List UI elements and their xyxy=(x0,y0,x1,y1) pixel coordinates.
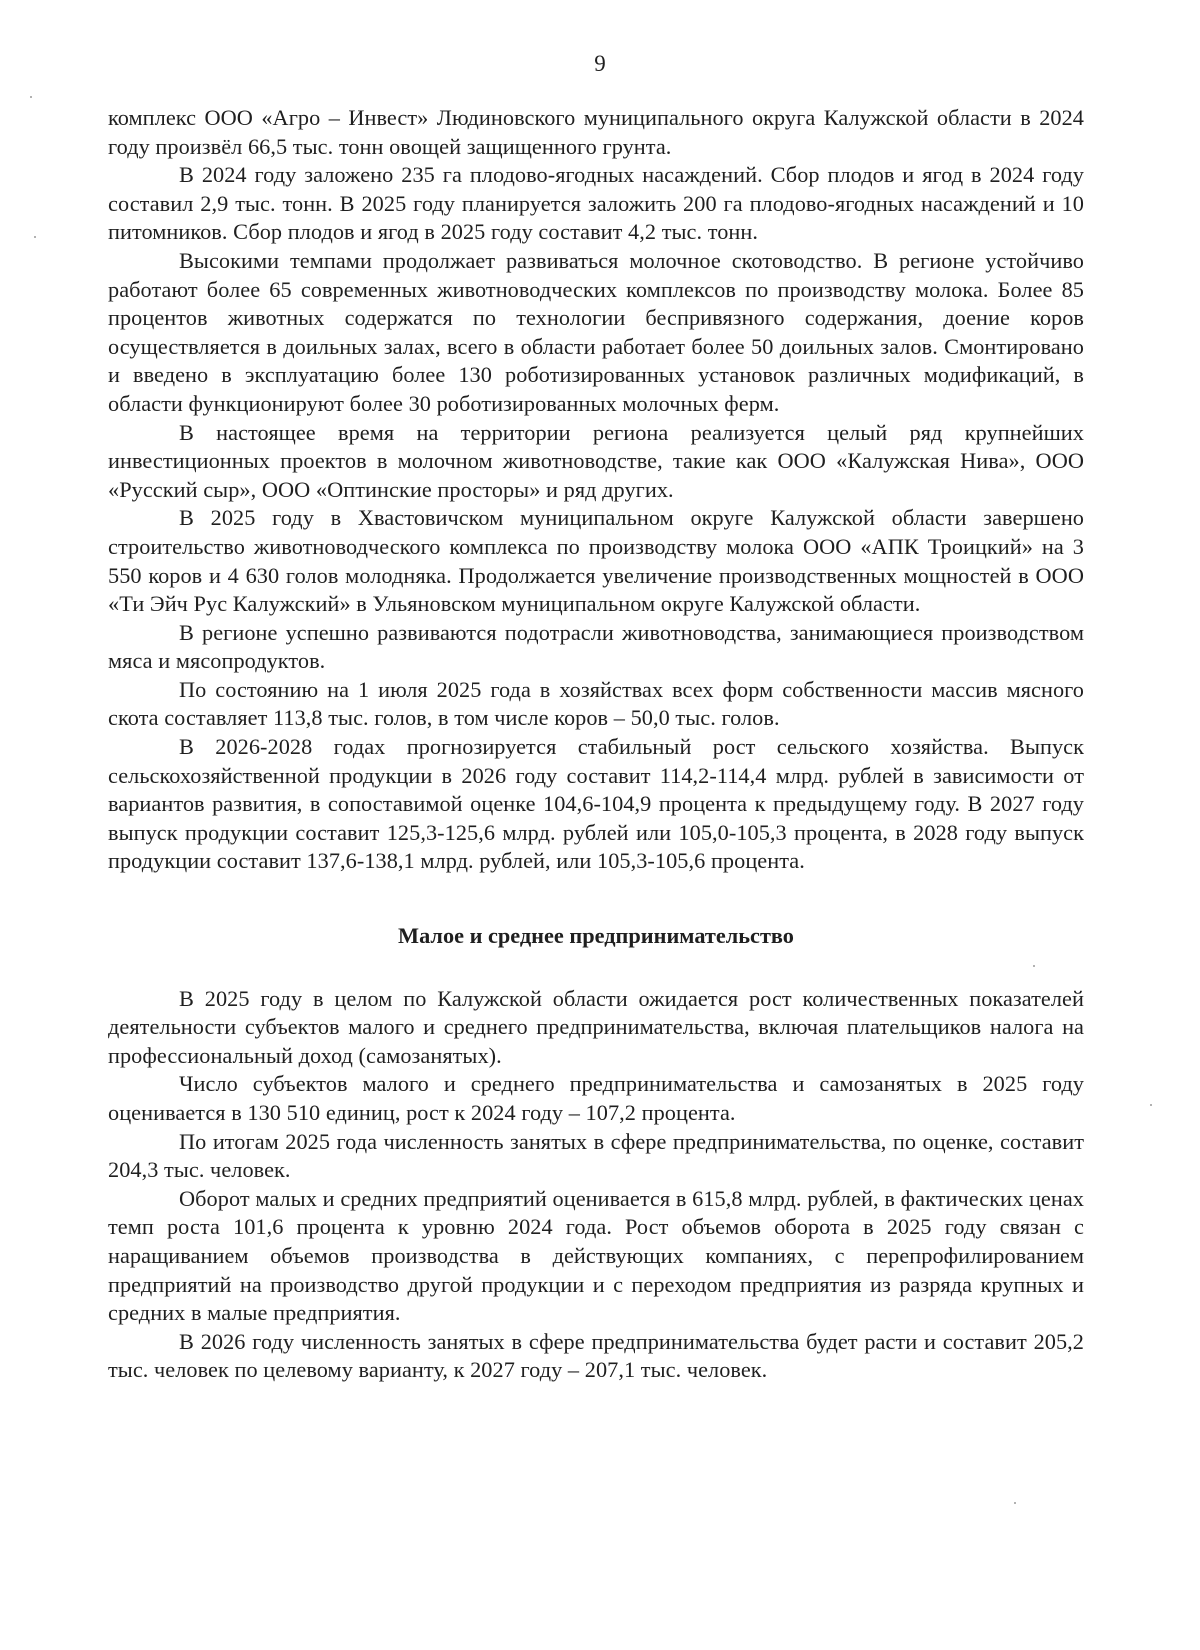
paragraph: комплекс ООО «Агро – Инвест» Людиновского муниципального округа Калужской области в 2024 году произвёл 66,5 тыс. тонн овощей защищенного грунта. xyxy=(108,105,1084,159)
paragraph: Высокими темпами продолжает развиваться молочное скотоводство. В регионе устойчиво работают более 65 современных животноводческих комплексов по производству молока. Более 85 процентов животных содержатся по технологии беспривязного содержания, доение коров осуществляется в доильных залах, всего в области работает более 50 доильных залов. Смонтировано и введено в эксплуатацию более 130 роботизированных установок различных модификаций, в области функционируют более 30 роботизированных молочных ферм. xyxy=(108,247,1084,416)
paragraph: Число субъектов малого и среднего предпринимательства и самозанятых в 2025 году оценивается в 130 510 единиц, рост к 2024 году – 107,2 процента. xyxy=(108,1071,1084,1125)
scan-speck xyxy=(30,96,32,98)
paragraph: Оборот малых и средних предприятий оценивается в 615,8 млрд. рублей, в фактических ценах темп роста 101,6 процента к уровню 2024 года. Рост объемов оборота в 2025 году связан с наращиванием объемов производства в действующих компаниях, с перепрофилированием предприятий на производство другой продукции и с переходом предприятия из разряда крупных и средних в малые предприятия. xyxy=(108,1185,1084,1326)
page-content xyxy=(108,104,1084,1385)
scan-speck xyxy=(34,236,36,238)
paragraph: В 2025 году в целом по Калужской области ожидается рост количественных показателей деятельности субъектов малого и среднего предпринимательства, включая плательщиков налога на профессиональный доход (самозанятых). xyxy=(108,985,1084,1068)
paragraph: В 2026-2028 годах прогнозируется стабильный рост сельского хозяйства. Выпуск сельскохозяйственной продукции в 2026 году составит 114,2-114,4 млрд. рублей в зависимости от вариантов развития, в сопоставимой оценке 104,6-104,9 процента к предыдущему году. В 2027 году выпуск продукции составит 125,3-125,6 млрд. рублей или 105,0-105,3 процента, в 2028 году выпуск продукции составит 137,6-138,1 млрд. рублей, или 105,3-105,6 процента. xyxy=(108,734,1084,874)
scan-speck xyxy=(1014,1502,1016,1504)
paragraph: В 2026 году численность занятых в сфере предпринимательства будет расти и составит 205,2 тыс. человек по целевому варианту, к 2027 году – 207,1 тыс. человек. xyxy=(108,1328,1084,1383)
section-small-business xyxy=(108,985,1084,1385)
paragraph: В 2024 году заложено 235 га плодово-ягодных насаждений. Сбор плодов и ягод в 2024 году составил 2,9 тыс. тонн. В 2025 году планируется заложить 200 га плодово-ягодных насаждений и 10 питомников. Сбор плодов и ягод в 2025 году составит 4,2 тыс. тонн. xyxy=(108,162,1084,245)
paragraph: По итогам 2025 года численность занятых в сфере предпринимательства, по оценке, составит 204,3 тыс. человек. xyxy=(108,1128,1084,1183)
paragraph: В настоящее время на территории региона реализуется целый ряд крупнейших инвестиционных проектов в молочном животноводстве, такие как ООО «Калужская Нива», ООО «Русский сыр», ООО «Оптинские просторы» и ряд других. xyxy=(108,419,1084,502)
scan-speck xyxy=(1150,1104,1152,1106)
paragraph: В регионе успешно развиваются подотрасли животноводства, занимающиеся производством мяса и мясопродуктов. xyxy=(108,619,1084,674)
paragraph: В 2025 году в Хвастовичском муниципальном округе Калужской области завершено строительство животноводческого комплекса по производству молока ООО «АПК Троицкий» на 3 550 коров и 4 630 голов молодняка. Продолжается увеличение производственных мощностей в ООО «Ти Эйч Рус Калужский» в Ульяновском муниципальном округе Калужской области. xyxy=(108,505,1084,617)
page-number: 9 xyxy=(594,51,606,76)
section-heading: Малое и среднее предпринимательство xyxy=(398,923,794,949)
section-agriculture xyxy=(108,104,1084,876)
paragraph: По состоянию на 1 июля 2025 года в хозяйствах всех форм собственности массив мясного скота составляет 113,8 тыс. голов, в том числе коров – 50,0 тыс. голов. xyxy=(108,676,1084,731)
